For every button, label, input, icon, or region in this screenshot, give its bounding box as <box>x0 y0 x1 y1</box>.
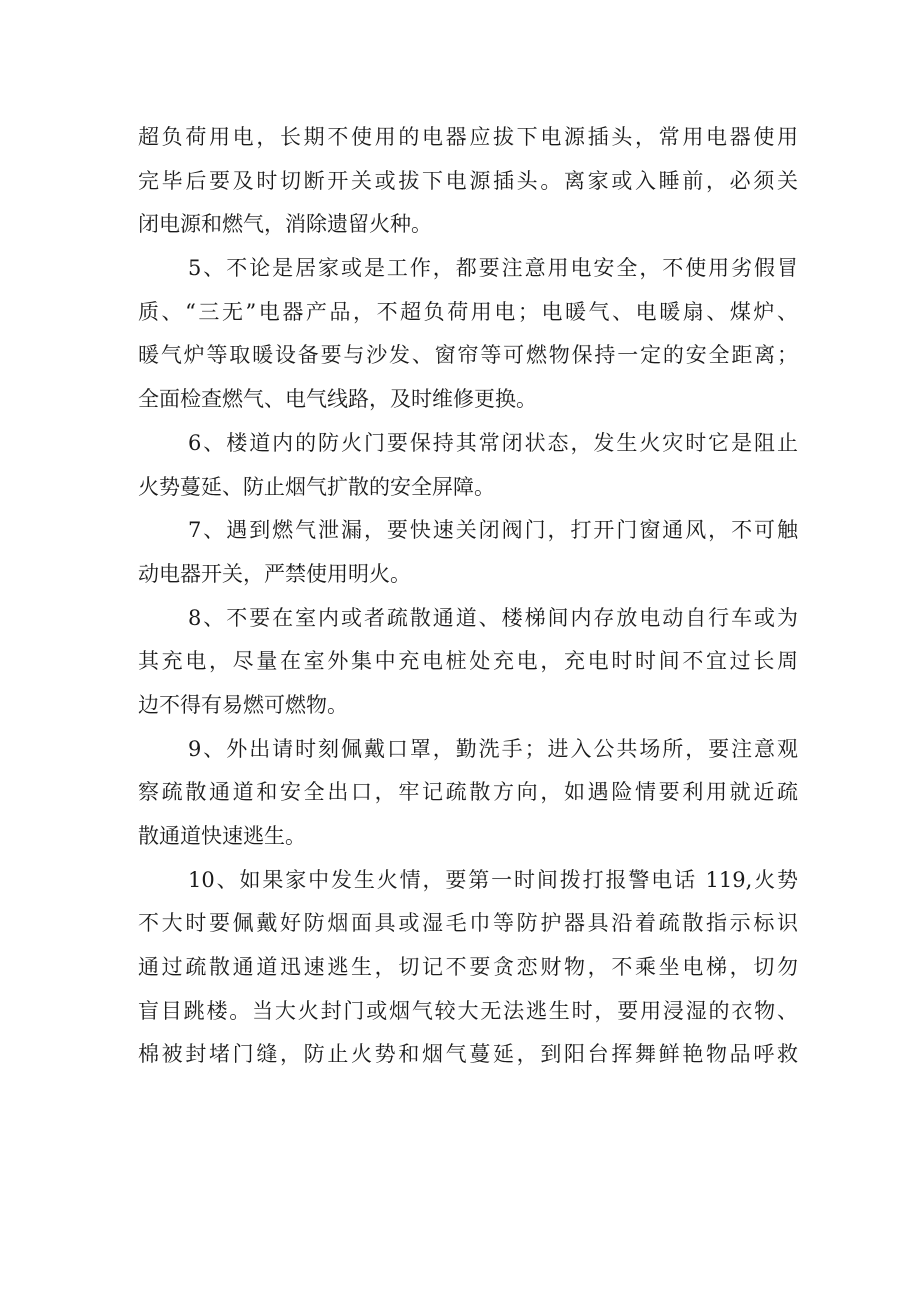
text-line: 全面检查燃气、电气线路，及时维修更换。 <box>138 387 537 412</box>
paragraph-item-10 <box>138 859 798 1077</box>
text-line: 质、“三无”电器产品，不超负荷用电；电暖气、电暖扇、煤炉、 <box>138 299 798 324</box>
paragraph-continuation <box>138 116 798 247</box>
text-line: 完毕后要及时切断开关或拔下电源插头。离家或入睡前，必须关 <box>138 168 798 193</box>
text-line: 散通道快速逃生。 <box>138 824 306 848</box>
text-line: 棉被封堵门缝，防止火势和烟气蔓延，到阳台挥舞鲜艳物品呼救 <box>138 1042 798 1067</box>
text-line: 盲目跳楼。当大火封门或烟气较大无法逃生时，要用浸湿的衣物、 <box>138 998 798 1023</box>
text-line: 察疏散通道和安全出口，牢记疏散方向，如遇险情要利用就近疏 <box>138 780 798 805</box>
text-line: 边不得有易燃可燃物。 <box>138 692 348 717</box>
text-line: 7、遇到燃气泄漏，要快速关闭阀门，打开门窗通风，不可触 <box>188 518 798 543</box>
paragraph-item-8 <box>138 597 798 728</box>
text-line: 超负荷用电，长期不使用的电器应拔下电源插头，常用电器使用 <box>138 125 798 149</box>
text-line: 暖气炉等取暖设备要与沙发、窗帘等可燃物保持一定的安全距离； <box>138 343 798 368</box>
text-line: 不大时要佩戴好防烟面具或湿毛巾等防护器具沿着疏散指示标识 <box>138 911 798 936</box>
document-body <box>138 116 798 1077</box>
paragraph-item-7 <box>138 509 798 596</box>
text-line: 其充电，尽量在室外集中充电桩处充电，充电时时间不宜过长周 <box>138 649 798 674</box>
text-line: 10、如果家中发生火情，要第一时间拨打报警电话 119,火势 <box>188 867 798 892</box>
text-line: 动电器开关，严禁使用明火。 <box>138 561 411 586</box>
text-line: 5、不论是居家或是工作，都要注意用电安全，不使用劣假冒 <box>188 256 798 281</box>
text-line: 6、楼道内的防火门要保持其常闭状态，发生火灾时它是阻止 <box>188 430 798 455</box>
text-line: 8、不要在室内或者疏散通道、楼梯间内存放电动自行车或为 <box>188 605 798 630</box>
paragraph-item-9 <box>138 728 798 859</box>
text-line: 9、外出请时刻佩戴口罩，勤洗手；进入公共场所，要注意观 <box>188 736 798 761</box>
paragraph-item-5 <box>138 247 798 422</box>
text-line: 通过疏散通道迅速逃生，切记不要贪恋财物，不乘坐电梯，切勿 <box>138 955 798 980</box>
paragraph-item-6 <box>138 422 798 509</box>
text-line: 火势蔓延、防止烟气扩散的安全屏障。 <box>138 474 495 499</box>
text-line: 闭电源和燃气，消除遗留火种。 <box>138 212 432 237</box>
